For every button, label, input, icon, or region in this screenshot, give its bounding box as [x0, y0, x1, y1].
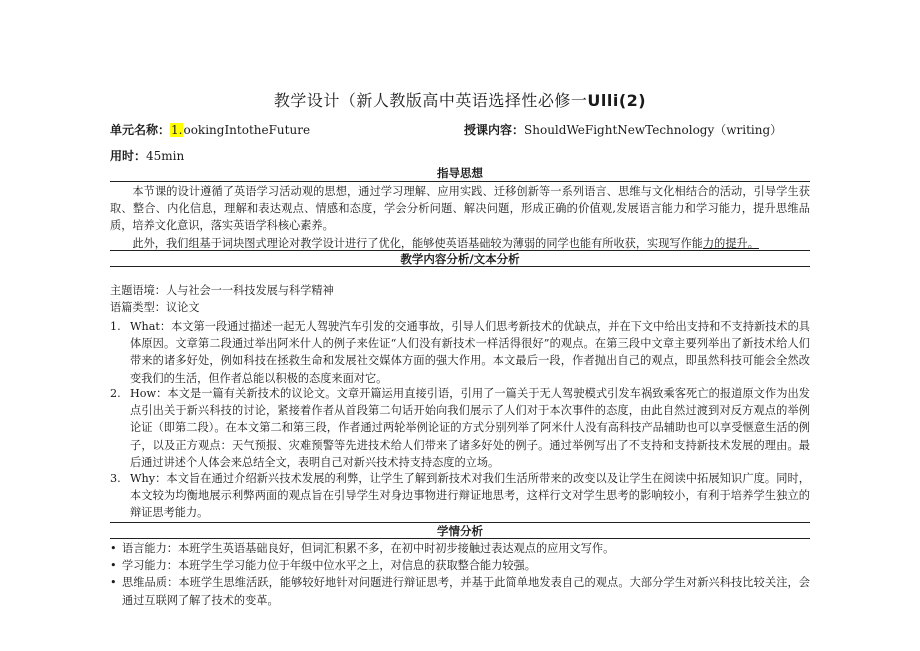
item-text: Why：本文旨在通过介绍新兴技术发展的利弊，让学生了解到新技术对我们生活所带来的改变以及让学生在阅读中拓展知识广度。同时，本文较为均衡地展示利弊两面的观点旨在引导学生对身边事物进行辩证地思考，这样行文对学生思考的影响较小，有利于培养学生独立的辩证思考能力。	[130, 472, 810, 520]
analysis-item-what	[110, 318, 810, 387]
item-number: 1.	[110, 320, 121, 333]
bullet-icon: •	[110, 559, 117, 572]
unit-name-highlight: 1.	[171, 123, 183, 137]
lesson-content-line	[464, 121, 782, 138]
analysis-item-why	[110, 470, 810, 522]
item-number: 3.	[110, 472, 121, 485]
duration-value: 45min	[146, 149, 185, 163]
analysis-item-how	[110, 385, 810, 471]
learner-item-text: 语言能力：本班学生英语基础良好，但词汇积累不多，在初中时初步接触过表达观点的应用文写作。	[122, 542, 615, 555]
text-genre: 语篇类型：议论文	[110, 301, 200, 314]
learner-item-text: 学习能力：本班学生学习能力位于年级中位水平之上，对信息的获取整合能力较强。	[122, 559, 536, 572]
item-text: What：本文第一段通过描述一起无人驾驶汽车引发的交通事故，引导人们思考新技术的优缺点，并在下文中给出支持和不支持新技术的具体原因。文章第二段通过举出阿米什人的例子来佐证“人们没有新技术一样活得很好”的观点。在第三段中文章主要列举出了新技术给人们带来的诸多好处，例如科技在拯救生命和发展社交媒体方面的强大作用。本文最后一段，作者抛出自己的观点，即虽然科技可能会全然改变我们的生活，但作者总能以积极的态度来面对它。	[130, 320, 810, 385]
document-title	[0, 88, 920, 111]
section-heading-learner-analysis: 学情分析	[437, 524, 483, 538]
duration-line	[110, 147, 184, 164]
learner-item-learning	[110, 557, 810, 575]
guidance-paragraph-2-underlined: 力的提升。	[702, 237, 759, 250]
theme-context: 主题语境：人与社会一一科技发展与科学精神	[110, 284, 334, 297]
section-heading-content-analysis: 教学内容分析/文本分析	[400, 252, 520, 266]
divider	[110, 181, 810, 182]
item-text: How：本文是一篇有关新技术的议论文。文章开篇运用直接引语，引用了一篇关于无人驾驶模式引发车祸致乘客死亡的报道原文作为出发点引出关于新兴科技的讨论，紧接着作者从首段第二句话开始向我们展示了人们对于本次事件的态度，由此自然过渡到对反方观点的举例论证（即第二段）。在本文第二和第三段，作者通过两轮举例论证的方式分别列举了阿米什人没有高科技产品辅助也可以享受惬意生活的例子，以及正方观点：天气预报、灾难预警等先进技术给人们带来了诸多好处的例子。通过举例写出了不支持和支持新技术发展的理由。最后通过讲述个人体会来总结全文，表明自己对新兴技术持支持态度的立场。	[130, 387, 810, 469]
title-text: 教学设计（新人教版高中英语选择性必修一	[273, 91, 588, 110]
learner-item-language	[110, 540, 810, 558]
bullet-icon: •	[110, 542, 117, 555]
section-heading-guidance: 指导思想	[437, 166, 483, 180]
guidance-paragraph-2-text: 此外，我们组基于词块图式理论对教学设计进行了优化，能够使英语基础较为薄弱的同学也能有所收获，实现写作能	[132, 237, 703, 250]
title-unit-code: Ulli(2)	[587, 91, 647, 110]
item-number: 2.	[110, 387, 121, 400]
unit-name-label: 单元名称：	[110, 123, 171, 137]
duration-label: 用时：	[110, 149, 147, 163]
guidance-paragraph-1: 本节课的设计遵循了英语学习活动观的思想，通过学习理解、应用实践、迁移创新等一系列语言、思维与文化相结合的活动，引导学生获取、整合、内化信息，理解和表达观点、情感和态度，学会分析问题、解决问题，形成正确的价值观,发展语言能力和学习能力，提升思维品质，培养文化意识，落实英语学科核心素养。	[110, 185, 810, 232]
learner-item-thinking	[110, 574, 810, 609]
lesson-content-value: ShouldWeFightNewTechnology（writing）	[524, 123, 783, 137]
unit-name-line	[110, 121, 310, 138]
bullet-icon: •	[110, 576, 117, 589]
lesson-content-label: 授课内容：	[464, 123, 525, 137]
unit-name-value: ookingIntotheFuture	[183, 123, 311, 137]
divider	[110, 538, 810, 539]
learner-item-text: 思维品质：本班学生思维活跃，能够较好地针对问题进行辩证思考，并基于此简单地发表自己的观点。大部分学生对新兴科技比较关注，会通过互联网了解了技术的变革。	[122, 576, 810, 607]
divider	[110, 266, 810, 267]
